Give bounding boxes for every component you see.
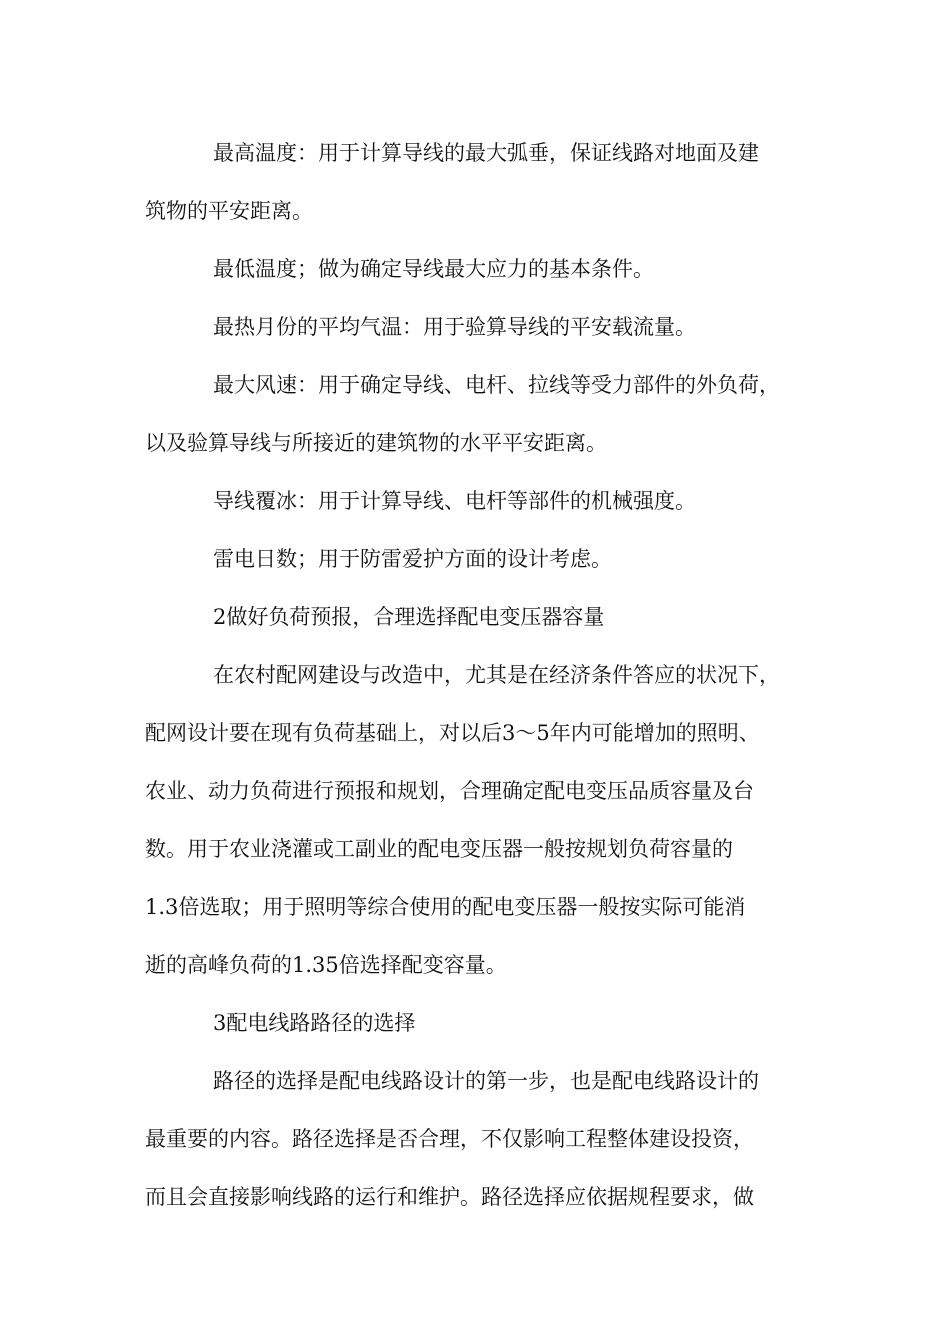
text-line: 雷电日数；用于防雷爱护方面的设计考虑。 — [213, 547, 612, 571]
text-line: 配网设计要在现有负荷基础上，对以后3～5年内可能增加的照明、 — [145, 721, 760, 745]
paragraph-route-selection — [145, 1052, 825, 1226]
text-line: 最重要的内容。路径选择是否合理，不仅影响工程整体建设投资， — [145, 1127, 754, 1151]
paragraph-thunder-days — [145, 530, 825, 588]
text-line: 导线覆冰：用于计算导线、电杆等部件的机械强度。 — [213, 489, 696, 513]
text-line: 数。用于农业浇灌或工副业的配电变压器一般按规划负荷容量的 — [145, 837, 733, 861]
paragraph-load-forecast — [145, 646, 825, 994]
text-line: 1.3倍选取；用于照明等综合使用的配电变压器一般按实际可能消 — [145, 895, 746, 919]
section-heading-3 — [145, 994, 825, 1052]
paragraph-max-temperature — [145, 124, 825, 240]
document-body — [145, 124, 825, 1226]
text-line: 最高温度：用于计算导线的最大弧垂，保证线路对地面及建 — [213, 141, 759, 165]
text-line: 路径的选择是配电线路设计的第一步，也是配电线路设计的 — [213, 1069, 759, 1093]
paragraph-icing — [145, 472, 825, 530]
paragraph-max-wind — [145, 356, 825, 472]
text-line: 在农村配网建设与改造中，尤其是在经济条件答应的状况下， — [213, 663, 780, 687]
text-line: 2做好负荷预报，合理选择配电变压器容量 — [213, 605, 605, 629]
text-line: 最热月份的平均气温：用于验算导线的平安载流量。 — [213, 315, 696, 339]
text-line: 农业、动力负荷进行预报和规划，合理确定配电变压品质容量及台 — [145, 779, 754, 803]
text-line: 最低温度；做为确定导线最大应力的基本条件。 — [213, 257, 654, 281]
text-line: 3配电线路路径的选择 — [213, 1011, 416, 1035]
paragraph-min-temperature — [145, 240, 825, 298]
text-line: 筑物的平安距离。 — [145, 199, 313, 223]
text-line: 最大风速：用于确定导线、电杆、拉线等受力部件的外负荷， — [213, 373, 780, 397]
section-heading-2 — [145, 588, 825, 646]
text-line: 逝的高峰负荷的1.35倍选择配变容量。 — [145, 953, 507, 977]
text-line: 而且会直接影响线路的运行和维护。路径选择应依据规程要求，做 — [145, 1185, 754, 1209]
paragraph-hottest-month — [145, 298, 825, 356]
text-line: 以及验算导线与所接近的建筑物的水平平安距离。 — [145, 431, 607, 455]
